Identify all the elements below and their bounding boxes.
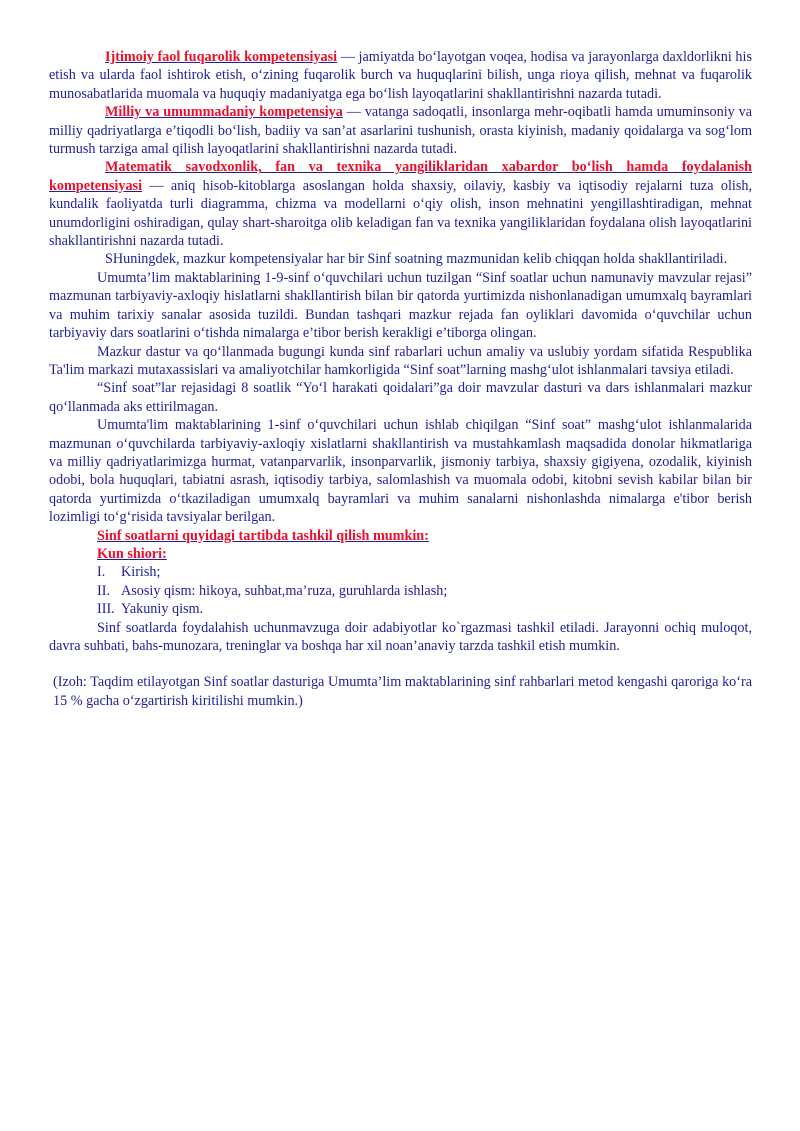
paragraph-math-competence: [49, 158, 752, 250]
list-item: II. Asosiy qism: hikoya, suhbat,ma’ruza, guruhlarda ishlash;: [97, 582, 448, 599]
footnote-izoh: (Izoh: Taqdim etilayotgan Sinf soatlar dasturiga Umumta’lim maktablarining sinf rahbarlari metod kengashi qaroriga ko‘ra 15 % gacha o‘zgartirish kiritilishi mumkin.): [53, 674, 752, 709]
paragraph-competence-summary: SHuningdek, mazkur kompetensiyalar har bir Sinf soatning mazmunidan kelib chiqqan holda shakllantiriladi.: [105, 251, 728, 268]
spacer: [49, 655, 752, 673]
heading-organization-order: Sinf soatlarni quyidagi tartibda tashkil qilish mumkin:: [97, 527, 429, 544]
heading-day-motto: Kun shiori:: [97, 545, 167, 562]
term-math-competence: Matematik savodxonlik, fan va texnika yangiliklaridan xabardor bo‘lish hamda foydalanish kompetensiyasi: [49, 159, 752, 194]
paragraph-traffic-rules-note: “Sinf soat”lar rejasidagi 8 soatlik “Yo‘l harakati qoidalari”ga doir mavzular dasturi va dars ishlanmalari mazkur qo‘llanmada aks ettirilmagan.: [49, 380, 752, 415]
term-cultural-competence: Milliy va umummadaniy kompetensiya: [105, 104, 343, 121]
paragraph-cultural-competence: [49, 103, 752, 158]
paragraph-literature-exhibition: Sinf soatlarda foydalahish uchunmavzuga doir adabiyotlar ko`rgazmasi tashkil etiladi. Jarayonni ochiq muloqot, davra suhbati, bahs-munozara, treninglar va boshqa har xil noan’anaviy tarzda tashkil etish mumkin.: [49, 619, 752, 654]
structure-list: [97, 563, 752, 618]
paragraph-manual-purpose: Mazkur dastur va qo‘llanmada bugungi kunda sinf rabarlari uchun amaliy va uslubiy yordam sifatida Respublika Ta'lim markazi mutaxassislari va amaliyotchilar hamkorligida “Sinf soat”larning mashg‘ulot ishlanmalari tavsiya etiladi.: [49, 343, 752, 378]
definition-cultural-competence: — vatanga sadoqatli, insonlarga mehr-oqibatli hamda umuminsoniy va milliy qadriyatlarga e’tiqodli bo‘lish, badiiy va san’at asarlarini tushunish, orasta kiyinish, madaniy qoidalarga va sog‘lom turmush tarziga amal qilish layoqatlarini shakllantirishni nazarda tutadi.: [49, 104, 752, 158]
list-item: III. Yakuniy qism.: [97, 601, 204, 618]
term-civic-competence: Ijtimoiy faol fuqarolik kompetensiyasi: [105, 49, 338, 65]
paragraph-plan-description: Umumta’lim maktablarining 1-9-sinf o‘quvchilari uchun tuzilgan “Sinf soatlar uchun namunaviy mavzular rejasi” mazmunan tarbiyaviy-axloqiy hislatlarni shakllantirish bilan bir qatorda yurtimizda nishonlanadigan umumxalq bayramlari va muhim tarixiy sanalar asosida tuzildi. Bundan tashqari mazkur rejada fan oyliklari davomida o‘quvchilar uchun tarbiyaviy dars soatlarini o‘tishda nimalarga e’tibor berish kerakligi e’tiborga olingan.: [49, 269, 752, 342]
paragraph-first-grade-lessons: Umumta'lim maktablarining 1-sinf o‘quvchilari uchun ishlab chiqilgan “Sinf soat” mashg‘ulot ishlanmalarida mazmunan o‘quvchilarda tarbiyaviy-axloqiy xislatlarni shakllantirish va mustahkamlash maqsadida donolar hikmatlariga va milliy qadriyatlarimizga hurmat, vatanparvarlik, insonparvarlik, jismoniy tarbiya, shaxsiy gigiyena, ozodalik, kiyinish odobi, bola huquqlari, tabiatni asrash, iqtisodiy tarbiya, salomlashish va muomala odobi, kitobni sevish kabilar bilan bir qatorda yurtimizda o‘tkaziladigan umumxalq bayramlari va muhim sanalarni nishonlashda nimalarga e'tibor berish lozimligi to‘g‘risida tavsiyalar berilgan.: [49, 417, 752, 526]
definition-civic-competence: — jamiyatda bo‘layotgan voqea, hodisa va jarayonlarga daxldorlikni his etish va ularda faol ishtirok etish, o‘zining fuqarolik burch va huquqlarini bilish, unga rioya qilish, mehnat va fuqarolik munosabatlarida muomala va huquqiy madaniyatga ega bo‘lish layoqatlarini shakllantirishni nazarda tutadi.: [49, 49, 752, 102]
definition-math-competence: — aniq hisob-kitoblarga asoslangan holda shaxsiy, oilaviy, kasbiy va iqtisodiy rejalarni tuza olish, kundalik faoliyatda turli diagramma, chizma va modellarni o‘qiy olish, inson mehnatini yengillashtiradigan, mehnat unumdorligini oshiradigan, qulay shart-sharoitga olib keladigan fan va texnika yangiliklaridan foydalana olish layoqatlarini shakllantirishni nazarda tutadi.: [49, 177, 752, 250]
document-page: [49, 48, 752, 710]
paragraph-civic-competence: [49, 48, 752, 103]
list-item: I. Kirish;: [97, 564, 161, 581]
